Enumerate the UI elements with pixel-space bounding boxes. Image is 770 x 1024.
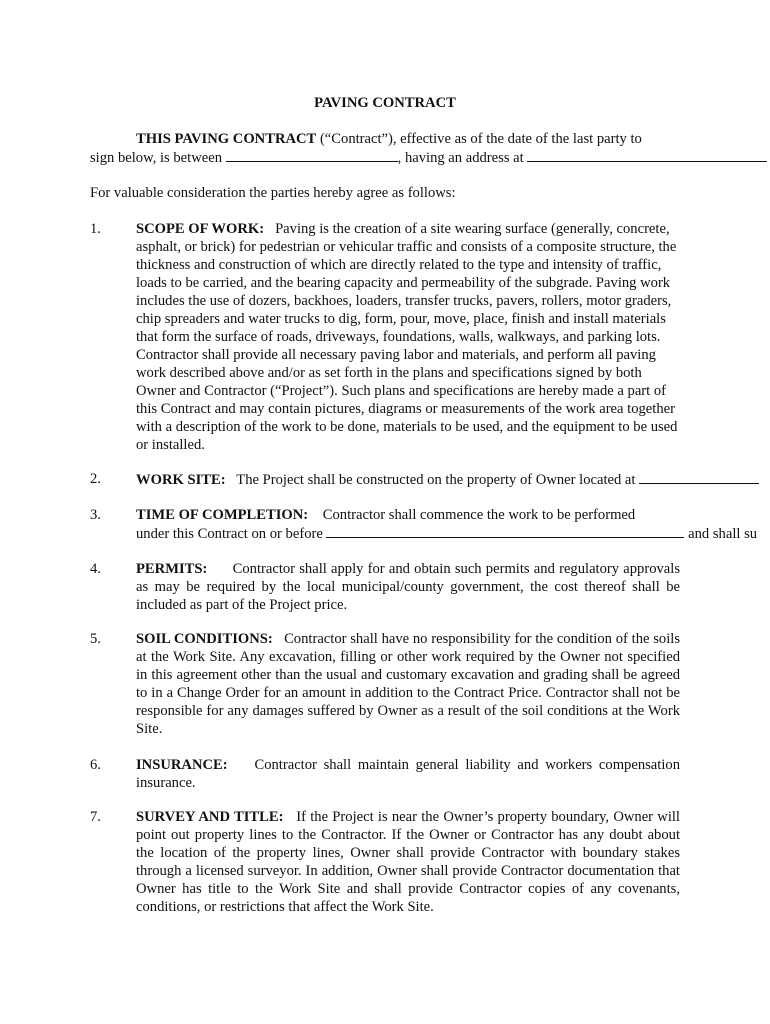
section-heading: SOIL CONDITIONS: — [136, 631, 273, 647]
section-number: 3. — [90, 507, 101, 523]
section-number: 6. — [90, 757, 101, 773]
work-site-location-blank[interactable] — [639, 470, 759, 484]
section-heading: PERMITS: — [136, 561, 208, 577]
section-heading: WORK SITE: — [136, 472, 226, 488]
section-body — [136, 560, 680, 614]
section-text: Contractor shall commence the work to be performed — [322, 507, 636, 523]
section-heading: TIME OF COMPLETION: — [136, 507, 309, 523]
section-body — [136, 220, 680, 454]
document-title: PAVING CONTRACT — [314, 95, 456, 111]
section-text: Paving is the creation of a site wearing surface (generally, concrete, asphalt, or brick) for pedestrian or vehicular traffic and consists of a composite structure, the thickness and construction of which are directly related to the type and intensity of traffic, loads to be carried, and the bearing capacity and permeability of the subgrade. Paving work includes the use of dozers, backhoes, loaders, transfer trucks, pavers, rollers, motor graders, chip spreaders and water trucks to dig, form, pour, move, place, finish and install materials that form the surface of roads, driveways, foundations, walls, walkways, and parking lots. Contractor shall provide all necessary paving labor and materials, and perform all paving work described above and/or as set forth in the plans and specifications signed by both Owner and Contractor (“Project”). Such plans and specifications are hereby made a part of this Contract and may contain pictures, diagrams or measurements of the work area together with a description of the work to be done, materials to be used, and the equipment to be used or installed. — [136, 221, 678, 453]
section-heading: SCOPE OF WORK: — [136, 221, 265, 237]
party-name-blank[interactable] — [226, 148, 398, 162]
section-3-line-2-a: under this Contract on or before — [136, 526, 323, 542]
intro-line-2 — [90, 148, 770, 167]
section-3-line-2-b: and shall su — [688, 526, 758, 542]
intro-line-1-rest: (“Contract”), effective as of the date of the last party to — [316, 131, 642, 147]
section-text: Contractor shall maintain general liability and workers compensation insurance. — [136, 757, 680, 791]
intro-line-2-b: , having an address at — [397, 150, 528, 166]
consideration-text: For valuable consideration the parties hereby agree as follows: — [90, 185, 456, 201]
address-blank[interactable] — [527, 148, 767, 162]
section-body — [136, 506, 770, 543]
intro-bold-lead: THIS PAVING CONTRACT — [136, 131, 317, 147]
intro-line-2-a: sign below, is between — [90, 150, 226, 166]
section-number: 7. — [90, 809, 101, 825]
section-text: Contractor shall have no responsibility for the condition of the soils at the Work Site. Any excavation, filling or other work required by the Owner not specified in this agreement other than the usual and customary excavation and grading shall be agreed to in a Change Order for an amount in addition to the Contract Price. Contractor shall not be responsible for any damages suffered by Owner as a result of the soil conditions at the Work Site. — [136, 631, 681, 737]
section-heading: INSURANCE: — [136, 757, 228, 773]
start-date-blank[interactable] — [326, 524, 684, 538]
section-text: The Project shall be constructed on the property of Owner located at — [236, 472, 636, 488]
section-text: If the Project is near the Owner’s property boundary, Owner will point out property lines to the Contractor. If the Owner or Contractor has any doubt about the location of the property lines, Owner shall provide Contractor with boundary stakes through a licensed surveyor. In addition, Owner shall provide Contractor documentation that Owner has title to the Work Site and shall provide Contractor copies of any covenants, conditions, or restrictions that affect the Work Site. — [136, 809, 680, 915]
section-number: 4. — [90, 561, 101, 577]
section-heading: SURVEY AND TITLE: — [136, 809, 284, 825]
section-text: Contractor shall apply for and obtain such permits and regulatory approvals as may be required by the local municipal/county government, the cost thereof shall be included as part of the Project price. — [136, 561, 680, 613]
section-body — [136, 630, 680, 738]
section-3-line-1 — [136, 506, 770, 524]
intro-paragraph — [90, 130, 770, 167]
intro-line-1 — [90, 130, 770, 148]
section-3-line-2 — [136, 524, 770, 543]
section-body — [136, 808, 680, 916]
section-number: 5. — [90, 631, 101, 647]
section-body — [136, 470, 770, 489]
section-number: 1. — [90, 221, 101, 237]
section-number: 2. — [90, 471, 101, 487]
section-body — [136, 756, 680, 792]
